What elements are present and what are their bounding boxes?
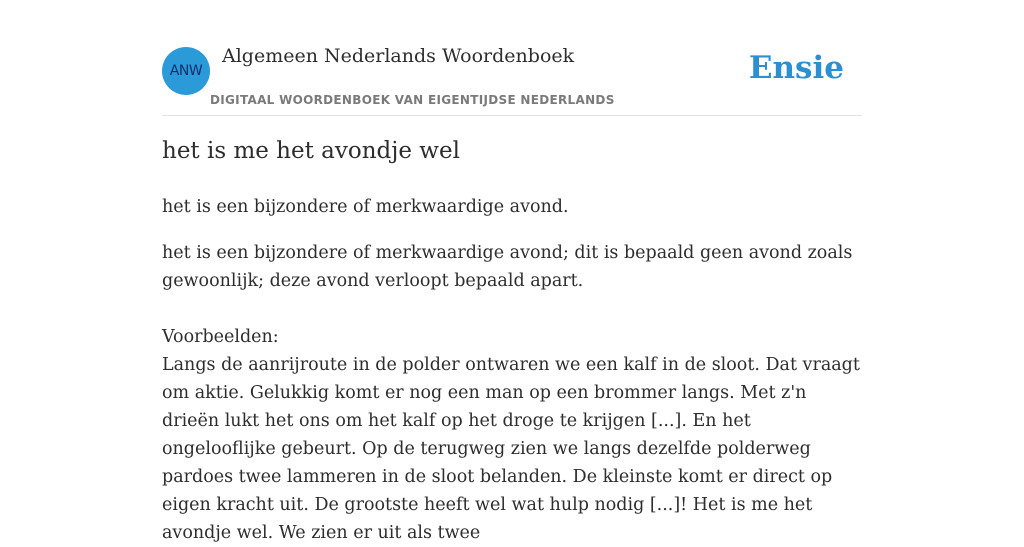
entry-title: het is me het avondje wel [162, 138, 460, 164]
examples-section [162, 323, 867, 547]
examples-label: Voorbeelden: [162, 327, 279, 347]
site-header [162, 0, 862, 116]
content-column [162, 0, 862, 543]
site-title[interactable]: Algemeen Nederlands Woordenboek [222, 45, 575, 67]
long-definition: het is een bijzondere of merkwaardige avond; dit is bepaald geen avond zoals gewoonlijk; deze avond verloopt bepaald apart. [162, 243, 853, 291]
logo-text: ANW [169, 63, 203, 79]
site-subtitle: DIGITAAL WOORDENBOEK VAN EIGENTIJDSE NEDERLANDS [210, 93, 615, 107]
example-text: Langs de aanrijroute in de polder ontwaren we een kalf in de sloot. Dat vraagt om aktie. Gelukkig komt er nog een man op een brommer langs. Met z'n drieën lukt het ons om het kalf op het droge te krijgen [...]. En het ongelooflijke gebeurt. Op de terugweg zien we langs dezelfde polderweg pardoes twee lammeren in de sloot belanden. De kleinste komt er direct op eigen kracht uit. De grootste heeft wel wat hulp nodig [...]! Het is me het avondje wel. We zien er uit als twee [162, 355, 860, 543]
anw-logo[interactable] [162, 47, 210, 95]
ensie-logo-link[interactable]: Ensie [748, 50, 844, 86]
short-definition: het is een bijzondere of merkwaardige avond. [162, 197, 569, 217]
